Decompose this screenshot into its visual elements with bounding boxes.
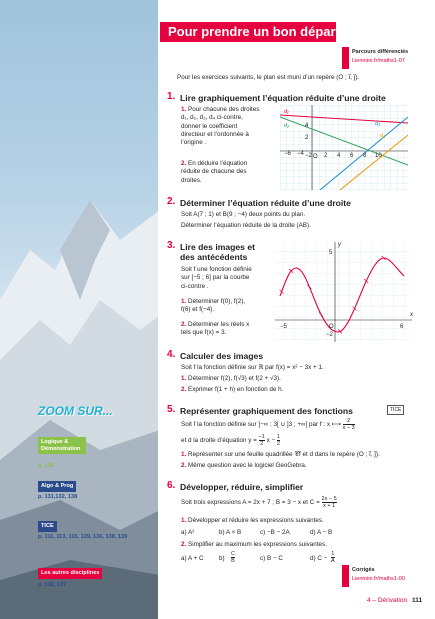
tick-label: −4: [297, 151, 304, 157]
q-number: 2.: [181, 462, 187, 469]
fraction: [277, 434, 280, 447]
ex1-q1-line: Pour chacune des droites: [188, 106, 260, 113]
label-d4: d₄: [380, 133, 386, 139]
x-label-min: −5: [280, 324, 287, 330]
tick-label: −6: [284, 151, 291, 157]
ex6-q2-item: b): [219, 555, 225, 562]
ex1-q1-line: directeur et l’ordonnée à: [181, 130, 249, 138]
ex1-q1: [181, 106, 259, 147]
background-mountain-photo: [0, 0, 160, 619]
ex3-line: sur [−5 ; 6] par la courbe: [181, 274, 250, 282]
ex4-q2-text: Exprimer f(1 + h) en fonction de h.: [188, 386, 284, 393]
ex3-q2-a: Déterminer les réels x: [188, 321, 250, 328]
tick-label: 6: [350, 153, 354, 159]
ex3-q1: [181, 298, 245, 315]
denominator: B: [231, 558, 235, 564]
ex5-line2-text: et d la droite d’équation y =: [181, 437, 257, 445]
ex4-q1: [181, 375, 281, 383]
ex1-title: Lire graphiquement l’équation réduite d’une droite: [180, 93, 386, 103]
ex6-q2-item: a) A + C: [181, 555, 204, 562]
x-label-max: 6: [400, 324, 404, 330]
ex4-q1-text: Déterminer f(2), f(√3) et f(2 + √3).: [188, 375, 281, 382]
fraction: [231, 551, 235, 564]
zoom-title: ZOOM SUR...: [38, 404, 113, 418]
ex5-q2: [181, 462, 307, 470]
ex6-q1-item: b) A × B: [219, 529, 242, 536]
y-axis-name: y: [338, 242, 341, 248]
tick-label: 8: [363, 153, 367, 159]
page-number: 111: [412, 597, 423, 604]
q-number: 1.: [181, 375, 187, 382]
numerator: 2x − 5: [321, 496, 337, 502]
page-title: Pour prendre un bon départ: [160, 22, 336, 42]
ex5-line2-mid: x −: [266, 437, 276, 445]
numerator: 2: [343, 418, 355, 425]
tick-label: 2: [324, 153, 328, 159]
corriges-title: Corrigés: [352, 567, 375, 573]
ex6-number: 6.: [167, 480, 176, 491]
ex4-title: Calculer des images: [180, 351, 264, 361]
ex5-line1-text: Soit f la fonction définie sur ]−∞ ; 3[ ∪ ]3 ; +∞[ par f : x ⟼: [181, 421, 341, 429]
denominator: x + 1: [323, 503, 336, 509]
ex5-title: Représenter graphiquement des fonctions: [180, 406, 353, 416]
ex1-q2: [181, 160, 247, 185]
ex6-q2-text: Simplifier au maximum les expressions suivantes.: [188, 541, 327, 548]
fraction: [322, 496, 337, 509]
ex6-q1-item: c) −B − 2A: [260, 529, 290, 536]
q-number: 2.: [181, 386, 187, 393]
ex5-number: 5.: [167, 404, 176, 415]
ex3-q2: [181, 321, 249, 338]
denominator: A: [331, 558, 335, 564]
ex5-q1: [181, 451, 380, 459]
denominator: 2: [276, 441, 280, 447]
ex6-q2-item: d) C −: [310, 555, 328, 562]
ex2-title: Déterminer l’équation réduite d’une droite: [180, 198, 351, 208]
parcours-tag: [342, 47, 349, 69]
ex6-line1-text: Soit trois expressions A = 2x + 7 ; B = 3 − x et C =: [181, 499, 320, 507]
ex6-q1-item: d) A − B: [310, 529, 333, 536]
q-number: 2.: [181, 541, 187, 548]
zoom-pages-algo[interactable]: p. 131,132, 138: [38, 494, 78, 500]
ex6-q2-item: c) B − C: [260, 555, 283, 562]
fraction: [259, 434, 265, 447]
tick-label: −2: [305, 153, 312, 159]
parcours-link-box[interactable]: [342, 47, 430, 69]
zoom-badge-tice[interactable]: TICE: [38, 521, 57, 532]
ex3-line: Soit f une fonction définie: [181, 266, 252, 273]
ex1-q2-line: réduite de chacune des: [181, 168, 247, 176]
parcours-title: Parcours différenciés: [352, 49, 409, 55]
ex1-q1-line: donner le coefficient: [181, 122, 238, 130]
corriges-tag: [342, 565, 349, 587]
ex1-q1-line: d₁, d₂, d₃, d₄ ci-contre,: [181, 114, 243, 122]
ex3-statement: [181, 266, 252, 291]
zoom-pages-logique[interactable]: p. 136: [38, 463, 54, 469]
ex3-curve-graph: [272, 240, 418, 344]
q-number: 2.: [181, 160, 187, 167]
ex6-title: Développer, réduire, simplifier: [180, 482, 304, 492]
ex2-number: 2.: [167, 196, 176, 207]
ex5-line1: [181, 418, 355, 431]
ex4-number: 4.: [167, 349, 176, 360]
numerator: C: [231, 551, 235, 557]
zoom-pages-disciplines[interactable]: p. 132, 137: [38, 582, 67, 588]
ex4-line1: Soit f la fonction définie sur ℝ par f(x) = x² − 3x + 1.: [181, 364, 324, 371]
zoom-pages-tice[interactable]: p. 111, 113, 115, 129, 136, 138, 139: [38, 534, 128, 540]
fraction: [343, 418, 355, 431]
label-d2: d₂: [284, 123, 290, 129]
ex1-q2-line: En déduire l’équation: [188, 160, 248, 167]
ex5-line2: [181, 434, 280, 447]
parcours-link[interactable]: Lienmini.fr/maths1-07: [352, 58, 405, 64]
ex6-q1-item: a) A²: [181, 529, 195, 536]
tice-badge: TICE: [387, 405, 404, 415]
ex6-q1-text: Développer et réduire les expressions suivantes.: [188, 517, 324, 524]
ex3-q1-a: Déterminer f(0), f(2),: [188, 298, 246, 305]
tick-label: 4: [337, 153, 341, 159]
ex1-q1-line: l’origine .: [181, 139, 207, 147]
ex4-q2: [181, 386, 283, 394]
q-number: 1.: [181, 298, 187, 305]
ex3-title-2: des antécédents: [180, 252, 248, 262]
ex1-lines-graph: [280, 105, 408, 190]
tick-label: O: [313, 154, 318, 160]
tick-label: 10: [375, 153, 382, 159]
corriges-link[interactable]: Lienmini.fr/maths1-00: [352, 576, 405, 582]
ex6-line1: [181, 496, 337, 509]
ex5-q1-text: Représenter sur une feuille quadrillée 𝒞f et d dans le repère (O ; i⃗, j⃗).: [188, 451, 380, 458]
label-d1: d₁: [284, 109, 289, 115]
y-label-min: −2: [326, 332, 333, 338]
q-number: 2.: [181, 321, 187, 328]
intro-text: Pour les exercices suivants, le plan est muni d’un repère (O ; i⃗, j⃗).: [177, 74, 360, 81]
q-number: 1.: [181, 106, 187, 113]
footer-chapter: 4 – Dérivation: [367, 597, 408, 604]
ex1-q2-line: droites.: [181, 176, 202, 184]
denominator: x − 3: [342, 425, 355, 431]
zoom-badge-algo[interactable]: Algo & Prog: [38, 481, 76, 492]
tick-label: 4: [305, 123, 309, 129]
x-axis-name: x: [410, 312, 413, 318]
ex3-title-1: Lire des images et: [180, 242, 255, 252]
numerator: 1: [276, 434, 280, 440]
ex1-number: 1.: [167, 91, 176, 102]
ex5-q2-text: Même question avec le logiciel GeoGebra.: [188, 462, 307, 469]
ex3-q2-b: tels que f(x) = 3.: [181, 329, 227, 337]
origin-label: O: [329, 324, 334, 330]
ex6-q2: [181, 541, 327, 549]
q-number: 1.: [181, 451, 187, 458]
fraction: [331, 551, 335, 564]
numerator: 1: [331, 551, 335, 557]
ex3-q1-b: f(6) et f(−4).: [181, 306, 215, 314]
zoom-badge-disciplines[interactable]: Les autres disciplines: [38, 568, 102, 579]
corriges-link-box[interactable]: [342, 565, 430, 587]
ex3-number: 3.: [167, 240, 176, 251]
tick-label: 2: [305, 135, 309, 141]
ex3-line: ci-contre .: [181, 282, 209, 290]
label-d3: d₃: [375, 121, 381, 127]
ex6-q1: [181, 517, 324, 525]
mountain-illustration: [0, 0, 160, 619]
q-number: 1.: [181, 517, 187, 524]
zoom-badge-logique[interactable]: Logique & Démonstration: [38, 437, 86, 454]
ex2-line2: Déterminer l’équation réduite de la droite (AB).: [181, 222, 311, 229]
ex6-q2-items: [181, 551, 346, 571]
denominator: 2: [260, 441, 264, 447]
ex2-line1: Soit A(7 ; 1) et B(9 ; −4) deux points du plan.: [181, 211, 306, 218]
y-label-max: 5: [329, 250, 333, 256]
numerator: −1: [258, 434, 265, 440]
